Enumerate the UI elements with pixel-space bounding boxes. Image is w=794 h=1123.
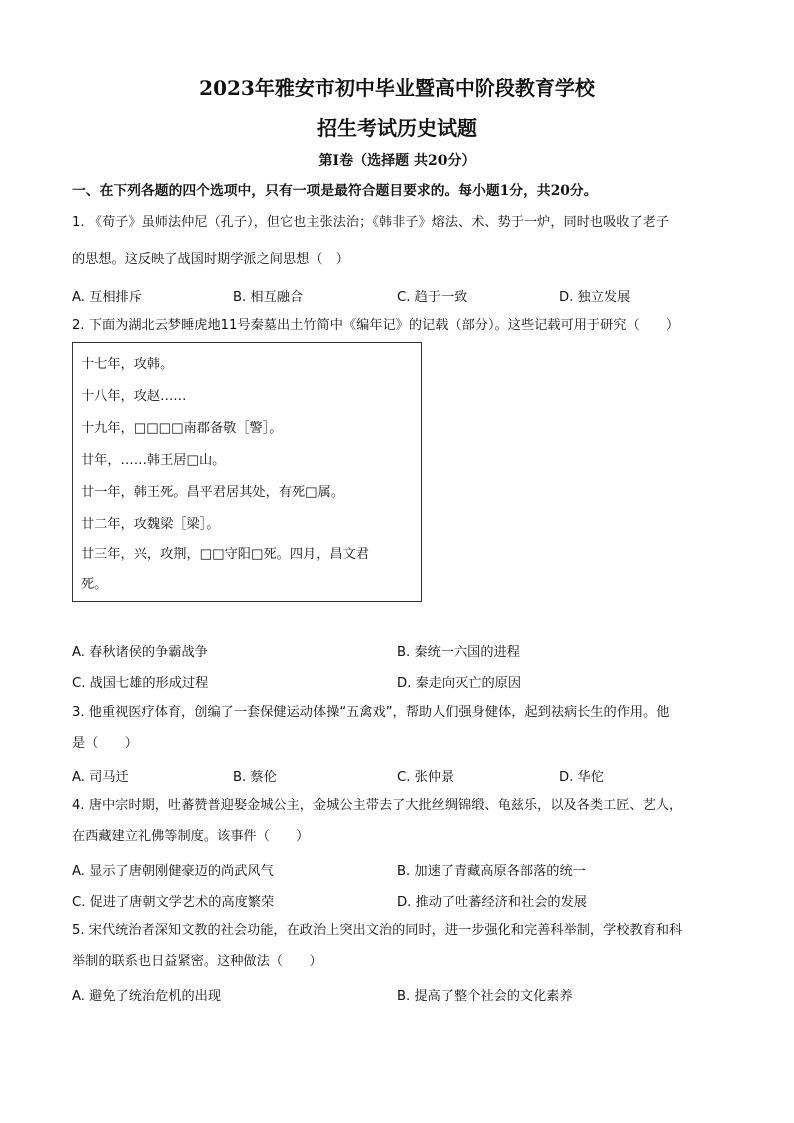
- question-4-line-2: 在西藏建立礼佛等制度。该事件（ ）: [72, 829, 310, 844]
- exam-title-line2: 招生考试历史试题: [317, 116, 477, 140]
- question-1-line-2: 的思想。这反映了战国时期学派之间思想（ ）: [72, 252, 349, 267]
- chronicle-line: 廿年，……韩王居□山。: [81, 453, 226, 468]
- chronicle-line: 廿二年，攻魏梁［梁］。: [81, 517, 220, 532]
- question-4-option-c: C. 促进了唐朝文学艺术的高度繁荣: [72, 895, 275, 910]
- chronicle-line: 死。: [81, 577, 108, 592]
- question-4-option-b: B. 加速了青藏高原各部落的统一: [397, 864, 586, 879]
- question-2-line-1: 2. 下面为湖北云梦睡虎地11号秦墓出土竹简中《编年记》的记载（部分）。这些记载可用于研究（ ）: [72, 318, 680, 333]
- question-3-option-a: A. 司马迁: [72, 770, 129, 785]
- question-2-option-b: B. 秦统一六国的进程: [397, 645, 520, 660]
- question-5-line-2: 举制的联系也日益紧密。这种做法（ ）: [72, 954, 323, 969]
- question-1-option-c: C. 趋于一致: [397, 290, 468, 305]
- section-instruction: 一、在下列各题的四个选项中，只有一项是最符合题目要求的。每小题1分，共20分。: [72, 183, 598, 199]
- question-4-option-a: A. 显示了唐朝刚健豪迈的尚武风气: [72, 864, 274, 879]
- chronicle-line: 廿一年，韩王死。昌平君居其处，有死□属。: [81, 485, 345, 500]
- chronicle-line: 十七年，攻韩。: [81, 357, 174, 372]
- question-5-option-a: A. 避免了统治危机的出现: [72, 989, 222, 1004]
- chronicle-line: 廿三年，兴，攻荆，□□守阳□死。四月，昌文君: [81, 547, 369, 562]
- question-3-option-d: D. 华佗: [559, 770, 604, 785]
- question-4-line-1: 4. 唐中宗时期，吐蕃赞普迎娶金城公主，金城公主带去了大批丝绸锦缎、龟兹乐，以及各类工匠、艺人，: [72, 798, 683, 813]
- question-1-option-a: A. 互相排斥: [72, 290, 142, 305]
- question-3-option-c: C. 张仲景: [397, 770, 455, 785]
- exam-title-line1: 2023年雅安市初中毕业暨高中阶段教育学校: [199, 76, 595, 100]
- question-2-option-a: A. 春秋诸侯的争霸战争: [72, 645, 208, 660]
- question-1-line-1: 1. 《荀子》虽师法仲尼（孔子），但它也主张法治；《韩非子》熔法、术、势于一炉，同时也吸收了老子: [72, 215, 670, 230]
- chronicle-excerpt-box: [72, 342, 422, 602]
- question-4-option-d: D. 推动了吐蕃经济和社会的发展: [397, 895, 587, 910]
- question-2-option-d: D. 秦走向灭亡的原因: [397, 676, 522, 691]
- question-1-option-b: B. 相互融合: [233, 290, 304, 305]
- question-2-option-c: C. 战国七雄的形成过程: [72, 676, 209, 691]
- question-3-line-1: 3. 他重视医疗体育，创编了一套保健运动体操“五禽戏”，帮助人们强身健体，起到祛病长生的作用。他: [72, 705, 670, 720]
- question-3-line-2: 是（ ）: [72, 736, 138, 751]
- chronicle-line: 十八年，攻赵……: [81, 389, 187, 404]
- volume-heading: 第Ⅰ卷（选择题 共20分）: [318, 153, 476, 169]
- question-5-line-1: 5. 宋代统治者深知文教的社会功能，在政治上突出文治的同时，进一步强化和完善科举制，学校教育和科: [72, 923, 683, 938]
- question-3-option-b: B. 蔡伦: [233, 770, 277, 785]
- question-1-option-d: D. 独立发展: [559, 290, 631, 305]
- question-5-option-b: B. 提高了整个社会的文化素养: [397, 989, 573, 1004]
- chronicle-line: 十九年，□□□□南郡备敬［警］。: [81, 421, 283, 436]
